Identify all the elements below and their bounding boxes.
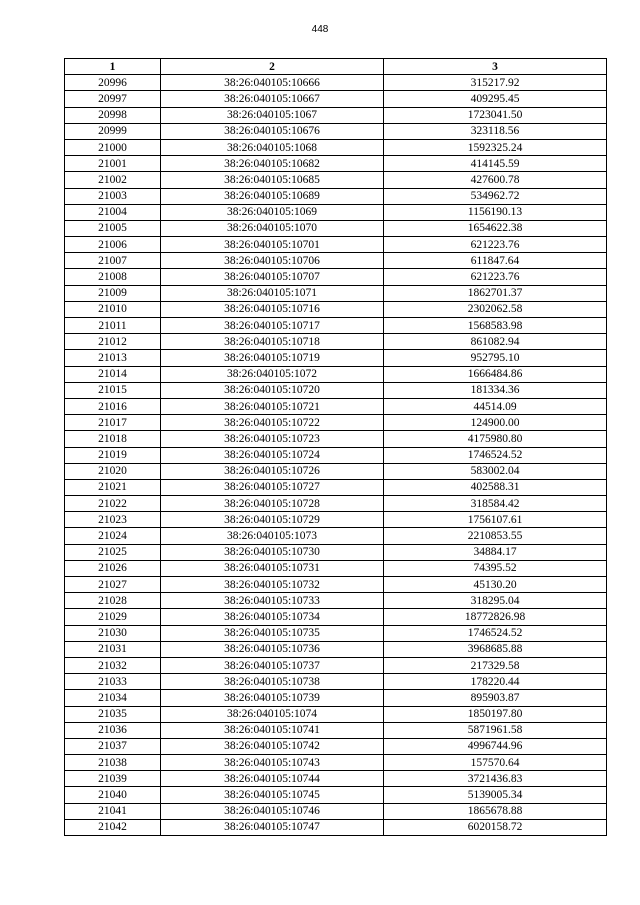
cadastral-number-cell: 38:26:040105:10735: [161, 625, 384, 641]
row-number-cell: 21004: [65, 204, 161, 220]
table-row: [65, 463, 607, 479]
value-cell: 3721436.83: [384, 771, 607, 787]
row-number-cell: 21033: [65, 674, 161, 690]
row-number-cell: 20996: [65, 75, 161, 91]
row-number-cell: 21019: [65, 447, 161, 463]
table-row: [65, 787, 607, 803]
cadastral-number-cell: 38:26:040105:1073: [161, 528, 384, 544]
table-row: [65, 398, 607, 414]
value-cell: 1746524.52: [384, 447, 607, 463]
cadastral-number-cell: 38:26:040105:1072: [161, 366, 384, 382]
cadastral-number-cell: 38:26:040105:10743: [161, 755, 384, 771]
row-number-cell: 21035: [65, 706, 161, 722]
value-cell: 1568583.98: [384, 318, 607, 334]
value-cell: 1862701.37: [384, 285, 607, 301]
cadastral-number-cell: 38:26:040105:10739: [161, 690, 384, 706]
table-row: [65, 318, 607, 334]
value-cell: 621223.76: [384, 269, 607, 285]
table-row: [65, 641, 607, 657]
table-row: [65, 91, 607, 107]
row-number-cell: 21023: [65, 512, 161, 528]
value-cell: 74395.52: [384, 560, 607, 576]
table-body: [65, 75, 607, 836]
table-row: [65, 382, 607, 398]
table-row: [65, 366, 607, 382]
cadastral-number-cell: 38:26:040105:10722: [161, 415, 384, 431]
value-cell: 323118.56: [384, 123, 607, 139]
cadastral-number-cell: 38:26:040105:10718: [161, 334, 384, 350]
cadastral-number-cell: 38:26:040105:1069: [161, 204, 384, 220]
value-cell: 315217.92: [384, 75, 607, 91]
table-row: [65, 706, 607, 722]
table-row: [65, 577, 607, 593]
cadastral-number-cell: 38:26:040105:10744: [161, 771, 384, 787]
row-number-cell: 21029: [65, 609, 161, 625]
cadastral-number-cell: 38:26:040105:10730: [161, 544, 384, 560]
row-number-cell: 21016: [65, 398, 161, 414]
row-number-cell: 21021: [65, 479, 161, 495]
value-cell: 1723041.50: [384, 107, 607, 123]
value-cell: 409295.45: [384, 91, 607, 107]
table-row: [65, 269, 607, 285]
row-number-cell: 21000: [65, 139, 161, 155]
row-number-cell: 21022: [65, 496, 161, 512]
value-cell: 5871961.58: [384, 722, 607, 738]
cadastral-number-cell: 38:26:040105:1070: [161, 220, 384, 236]
value-cell: 3968685.88: [384, 641, 607, 657]
table-row: [65, 123, 607, 139]
table-row: [65, 415, 607, 431]
table-row: [65, 75, 607, 91]
row-number-cell: 21041: [65, 803, 161, 819]
cadastral-number-cell: 38:26:040105:10747: [161, 819, 384, 835]
value-cell: 952795.10: [384, 350, 607, 366]
cadastral-number-cell: 38:26:040105:10745: [161, 787, 384, 803]
cadastral-number-cell: 38:26:040105:10682: [161, 156, 384, 172]
value-cell: 4175980.80: [384, 431, 607, 447]
row-number-cell: 21010: [65, 301, 161, 317]
cadastral-number-cell: 38:26:040105:1067: [161, 107, 384, 123]
value-cell: 318584.42: [384, 496, 607, 512]
cadastral-number-cell: 38:26:040105:10689: [161, 188, 384, 204]
row-number-cell: 21036: [65, 722, 161, 738]
table-row: [65, 237, 607, 253]
cadastral-number-cell: 38:26:040105:1074: [161, 706, 384, 722]
cadastral-number-cell: 38:26:040105:10721: [161, 398, 384, 414]
row-number-cell: 21018: [65, 431, 161, 447]
row-number-cell: 21017: [65, 415, 161, 431]
table-row: [65, 172, 607, 188]
table-row: [65, 431, 607, 447]
cadastral-number-cell: 38:26:040105:10727: [161, 479, 384, 495]
cadastral-number-cell: 38:26:040105:1068: [161, 139, 384, 155]
cadastral-number-cell: 38:26:040105:10724: [161, 447, 384, 463]
table-row: [65, 657, 607, 673]
table-row: [65, 560, 607, 576]
table-row: [65, 593, 607, 609]
row-number-cell: 21002: [65, 172, 161, 188]
row-number-cell: 21007: [65, 253, 161, 269]
table-row: [65, 722, 607, 738]
value-cell: 45130.20: [384, 577, 607, 593]
value-cell: 621223.76: [384, 237, 607, 253]
value-cell: 534962.72: [384, 188, 607, 204]
column-header-2: 2: [161, 59, 384, 75]
value-cell: 1666484.86: [384, 366, 607, 382]
row-number-cell: 21003: [65, 188, 161, 204]
row-number-cell: 21005: [65, 220, 161, 236]
table-row: [65, 690, 607, 706]
row-number-cell: 21027: [65, 577, 161, 593]
table-row: [65, 204, 607, 220]
table-row: [65, 544, 607, 560]
table-row: [65, 285, 607, 301]
table-row: [65, 496, 607, 512]
column-header-1: 1: [65, 59, 161, 75]
row-number-cell: 21011: [65, 318, 161, 334]
table-row: [65, 479, 607, 495]
cadastral-number-cell: 38:26:040105:10731: [161, 560, 384, 576]
cadastral-number-cell: 38:26:040105:10738: [161, 674, 384, 690]
value-cell: 611847.64: [384, 253, 607, 269]
cadastral-number-cell: 38:26:040105:10737: [161, 657, 384, 673]
cadastral-number-cell: 38:26:040105:10716: [161, 301, 384, 317]
row-number-cell: 21009: [65, 285, 161, 301]
table-row: [65, 755, 607, 771]
cadastral-number-cell: 38:26:040105:10685: [161, 172, 384, 188]
value-cell: 402588.31: [384, 479, 607, 495]
value-cell: 6020158.72: [384, 819, 607, 835]
cadastral-number-cell: 38:26:040105:10741: [161, 722, 384, 738]
row-number-cell: 20999: [65, 123, 161, 139]
table-row: [65, 819, 607, 835]
cadastral-number-cell: 38:26:040105:10723: [161, 431, 384, 447]
value-cell: 583002.04: [384, 463, 607, 479]
value-cell: 217329.58: [384, 657, 607, 673]
cadastral-number-cell: 38:26:040105:10733: [161, 593, 384, 609]
row-number-cell: 21039: [65, 771, 161, 787]
data-table: [64, 58, 607, 836]
table-row: [65, 253, 607, 269]
value-cell: 1592325.24: [384, 139, 607, 155]
row-number-cell: 21008: [65, 269, 161, 285]
row-number-cell: 21015: [65, 382, 161, 398]
cadastral-number-cell: 38:26:040105:10736: [161, 641, 384, 657]
value-cell: 181334.36: [384, 382, 607, 398]
cadastral-number-cell: 38:26:040105:1071: [161, 285, 384, 301]
row-number-cell: 21040: [65, 787, 161, 803]
table-header-row: [65, 59, 607, 75]
row-number-cell: 21014: [65, 366, 161, 382]
value-cell: 124900.00: [384, 415, 607, 431]
row-number-cell: 21042: [65, 819, 161, 835]
table-row: [65, 139, 607, 155]
row-number-cell: 21038: [65, 755, 161, 771]
value-cell: 1746524.52: [384, 625, 607, 641]
table-row: [65, 674, 607, 690]
cadastral-number-cell: 38:26:040105:10707: [161, 269, 384, 285]
value-cell: 157570.64: [384, 755, 607, 771]
row-number-cell: 21037: [65, 738, 161, 754]
cadastral-number-cell: 38:26:040105:10667: [161, 91, 384, 107]
cadastral-number-cell: 38:26:040105:10676: [161, 123, 384, 139]
cadastral-number-cell: 38:26:040105:10717: [161, 318, 384, 334]
table-row: [65, 301, 607, 317]
cadastral-number-cell: 38:26:040105:10706: [161, 253, 384, 269]
row-number-cell: 20997: [65, 91, 161, 107]
value-cell: 5139005.34: [384, 787, 607, 803]
row-number-cell: 21001: [65, 156, 161, 172]
table-row: [65, 447, 607, 463]
row-number-cell: 21024: [65, 528, 161, 544]
cadastral-number-cell: 38:26:040105:10729: [161, 512, 384, 528]
value-cell: 895903.87: [384, 690, 607, 706]
table-row: [65, 528, 607, 544]
row-number-cell: 21028: [65, 593, 161, 609]
value-cell: 2210853.55: [384, 528, 607, 544]
value-cell: 44514.09: [384, 398, 607, 414]
value-cell: 861082.94: [384, 334, 607, 350]
cadastral-number-cell: 38:26:040105:10701: [161, 237, 384, 253]
table-row: [65, 350, 607, 366]
cadastral-number-cell: 38:26:040105:10726: [161, 463, 384, 479]
value-cell: 1654622.38: [384, 220, 607, 236]
table-row: [65, 512, 607, 528]
table-row: [65, 738, 607, 754]
table-row: [65, 188, 607, 204]
value-cell: 1156190.13: [384, 204, 607, 220]
row-number-cell: 21034: [65, 690, 161, 706]
row-number-cell: 21020: [65, 463, 161, 479]
value-cell: 18772826.98: [384, 609, 607, 625]
cadastral-number-cell: 38:26:040105:10728: [161, 496, 384, 512]
table-row: [65, 107, 607, 123]
row-number-cell: 21025: [65, 544, 161, 560]
table-row: [65, 771, 607, 787]
cadastral-number-cell: 38:26:040105:10720: [161, 382, 384, 398]
cadastral-number-cell: 38:26:040105:10666: [161, 75, 384, 91]
row-number-cell: 21032: [65, 657, 161, 673]
value-cell: 414145.59: [384, 156, 607, 172]
row-number-cell: 20998: [65, 107, 161, 123]
table-row: [65, 220, 607, 236]
value-cell: 1865678.88: [384, 803, 607, 819]
table-row: [65, 803, 607, 819]
value-cell: 1756107.61: [384, 512, 607, 528]
cadastral-number-cell: 38:26:040105:10746: [161, 803, 384, 819]
row-number-cell: 21006: [65, 237, 161, 253]
cadastral-number-cell: 38:26:040105:10719: [161, 350, 384, 366]
cadastral-number-cell: 38:26:040105:10734: [161, 609, 384, 625]
row-number-cell: 21030: [65, 625, 161, 641]
value-cell: 4996744.96: [384, 738, 607, 754]
table-row: [65, 156, 607, 172]
table-row: [65, 625, 607, 641]
table-row: [65, 334, 607, 350]
column-header-3: 3: [384, 59, 607, 75]
row-number-cell: 21031: [65, 641, 161, 657]
page-number: 448: [311, 24, 329, 35]
value-cell: 427600.78: [384, 172, 607, 188]
value-cell: 318295.04: [384, 593, 607, 609]
cadastral-number-cell: 38:26:040105:10732: [161, 577, 384, 593]
value-cell: 34884.17: [384, 544, 607, 560]
cadastral-number-cell: 38:26:040105:10742: [161, 738, 384, 754]
value-cell: 178220.44: [384, 674, 607, 690]
row-number-cell: 21013: [65, 350, 161, 366]
row-number-cell: 21012: [65, 334, 161, 350]
table-row: [65, 609, 607, 625]
row-number-cell: 21026: [65, 560, 161, 576]
value-cell: 2302062.58: [384, 301, 607, 317]
value-cell: 1850197.80: [384, 706, 607, 722]
